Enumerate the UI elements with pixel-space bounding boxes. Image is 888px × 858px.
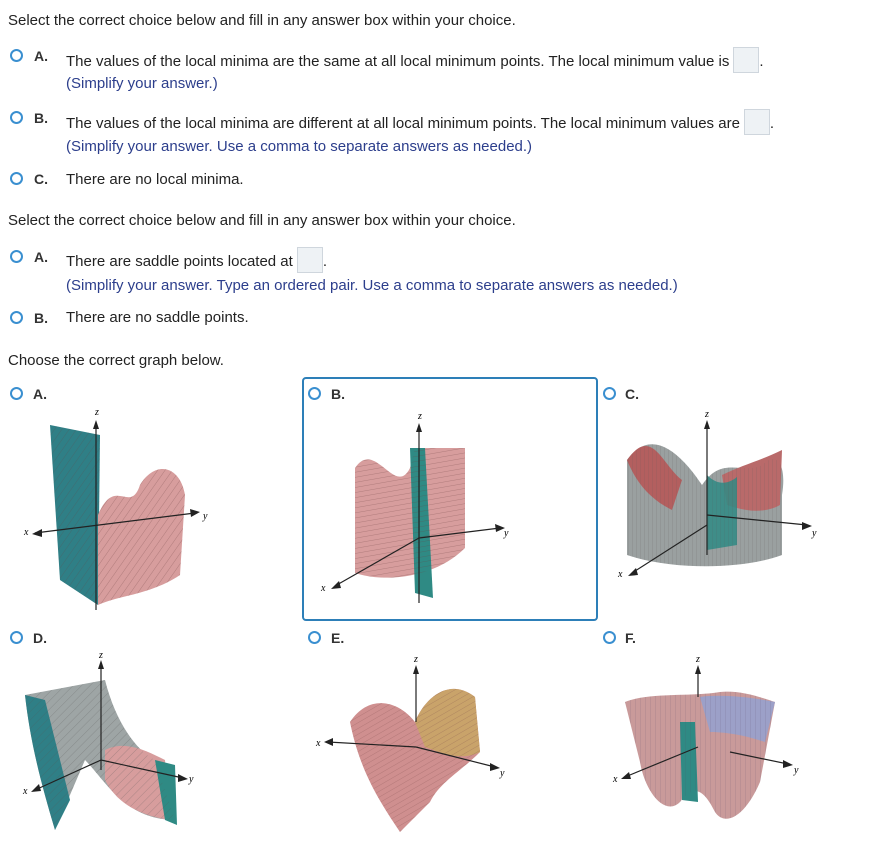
q1-a-answer-box[interactable] (733, 47, 759, 73)
graph-f-surface[interactable] (610, 652, 830, 842)
graph-e-y-label: y (500, 768, 505, 779)
q1-b-hint: (Simplify your answer. Use a comma to separate answers as needed.) (66, 138, 533, 155)
q2-a-answer-box[interactable] (297, 247, 323, 273)
q1-a-text: The values of the local minima are the same at all local minimum points. The local minimum value is (66, 52, 730, 70)
graph-e-surface[interactable] (310, 652, 530, 842)
graph-b-z-label: z (418, 411, 422, 422)
q2-b-text: There are no saddle points. (66, 309, 249, 326)
q1-c-letter: C. (34, 171, 48, 187)
graph-a-label: A. (33, 386, 47, 402)
graph-a-z-label: z (95, 407, 99, 418)
graph-c-y-label: y (812, 528, 817, 539)
q1-a-hint: (Simplify your answer.) (66, 75, 218, 92)
graph-c-radio[interactable] (603, 387, 616, 400)
graph-c-label: C. (625, 386, 639, 402)
q1-b-radio[interactable] (10, 111, 23, 124)
graph-d-z-label: z (99, 650, 103, 661)
q1-c-text: There are no local minima. (66, 171, 244, 188)
q3-prompt: Choose the correct graph below. (8, 352, 224, 369)
q2-a-radio[interactable] (10, 250, 23, 263)
graph-b-label: B. (331, 386, 345, 402)
graph-a-surface[interactable] (20, 405, 240, 615)
q2-prompt: Select the correct choice below and fill in any answer box within your choice. (8, 212, 516, 229)
graph-b-radio[interactable] (308, 387, 321, 400)
q2-b-letter: B. (34, 310, 48, 326)
q1-a-radio[interactable] (10, 49, 23, 62)
q2-a-text: There are saddle points located at (66, 252, 293, 270)
graph-e-z-label: z (414, 654, 418, 665)
q1-b-letter: B. (34, 110, 48, 126)
q2-a-hint: (Simplify your answer. Type an ordered pair. Use a comma to separate answers as needed.) (66, 277, 678, 294)
graph-d-x-label: x (23, 786, 28, 797)
graph-a-x-label: x (24, 527, 29, 538)
graph-f-x-label: x (613, 774, 618, 785)
q1-a-letter: A. (34, 48, 48, 64)
graph-b-y-label: y (504, 528, 509, 539)
graph-a-radio[interactable] (10, 387, 23, 400)
graph-d-y-label: y (189, 774, 194, 785)
graph-c-surface[interactable] (612, 405, 842, 595)
graph-d-label: D. (33, 630, 47, 646)
q1-b-text: The values of the local minima are different at all local minimum points. The local minimum values are (66, 114, 740, 132)
q1-b-answer-box[interactable] (744, 109, 770, 135)
graph-c-z-label: z (705, 409, 709, 420)
graph-f-z-label: z (696, 654, 700, 665)
graph-f-radio[interactable] (603, 631, 616, 644)
q2-b-radio[interactable] (10, 311, 23, 324)
graph-b-x-label: x (321, 583, 326, 594)
graph-d-surface[interactable] (15, 650, 225, 850)
graph-b-surface[interactable] (315, 408, 535, 613)
graph-e-x-label: x (316, 738, 321, 749)
graph-f-label: F. (625, 630, 636, 646)
graph-d-radio[interactable] (10, 631, 23, 644)
q1-prompt: Select the correct choice below and fill in any answer box within your choice. (8, 12, 516, 29)
graph-e-radio[interactable] (308, 631, 321, 644)
graph-c-x-label: x (618, 569, 623, 580)
q1-c-radio[interactable] (10, 172, 23, 185)
q2-a-letter: A. (34, 249, 48, 265)
graph-e-label: E. (331, 630, 345, 646)
graph-f-y-label: y (794, 765, 799, 776)
graph-a-y-label: y (203, 511, 208, 522)
